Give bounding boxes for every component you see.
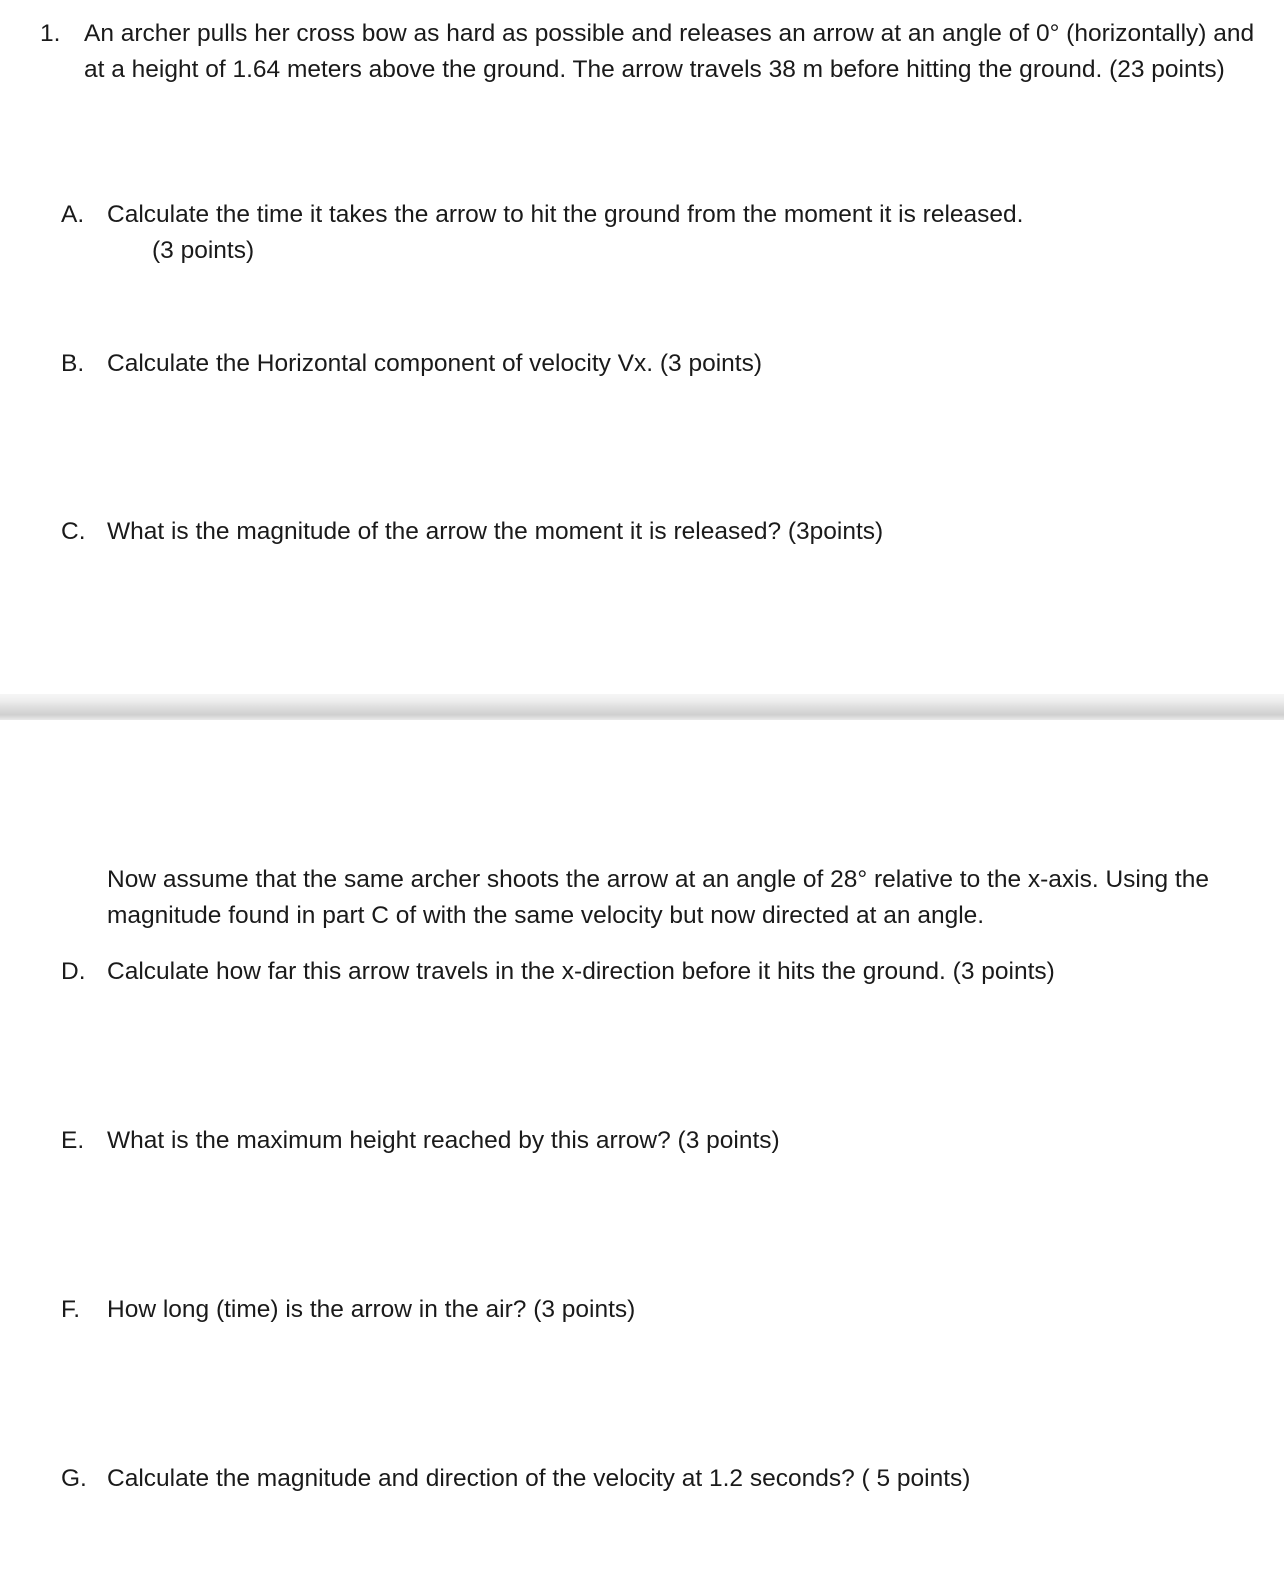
part-d-text: Calculate how far this arrow travels in the x-direction before it hits the ground. (3 points) xyxy=(107,958,1055,985)
question-text: An archer pulls her cross bow as hard as possible and releases an arrow at an angle of 0° (horizontally) and at a height of 1.64 meters above the ground. The arrow travels 38 m before hitting the ground. (23 points) xyxy=(84,20,1255,83)
page-break-divider xyxy=(0,694,1284,720)
part-b-letter: B. xyxy=(61,350,85,377)
part-a-letter: A. xyxy=(61,201,85,228)
part-a-points: (3 points) xyxy=(152,237,255,264)
part-d-letter: D. xyxy=(61,958,86,985)
part-f-text: How long (time) is the arrow in the air? (3 points) xyxy=(107,1296,636,1323)
part-g-letter: G. xyxy=(61,1465,87,1492)
part-d xyxy=(61,954,1055,990)
part-a-text: Calculate the time it takes the arrow to hit the ground from the moment it is released. xyxy=(107,201,1024,228)
part-f xyxy=(61,1292,635,1328)
part-e xyxy=(61,1123,780,1159)
part-b-text: Calculate the Horizontal component of velocity Vx. (3 points) xyxy=(107,350,763,377)
question-number: 1. xyxy=(40,20,61,47)
part-c-text: What is the magnitude of the arrow the moment it is released? (3points) xyxy=(107,518,884,545)
part-g-text: Calculate the magnitude and direction of the velocity at 1.2 seconds? ( 5 points) xyxy=(107,1465,971,1492)
part-c-letter: C. xyxy=(61,518,86,545)
part-e-letter: E. xyxy=(61,1127,85,1154)
part-a xyxy=(61,197,1023,269)
angled-shot-note: Now assume that the same archer shoots the arrow at an angle of 28° relative to the x-axis. Using the magnitude found in part C of with the same velocity but now directed at an angle. xyxy=(107,866,1209,929)
question-1 xyxy=(40,16,1255,88)
part-g xyxy=(61,1461,970,1497)
part-c xyxy=(61,514,883,550)
part-e-text: What is the maximum height reached by this arrow? (3 points) xyxy=(107,1127,780,1154)
part-b xyxy=(61,346,762,382)
part-f-letter: F. xyxy=(61,1296,81,1323)
